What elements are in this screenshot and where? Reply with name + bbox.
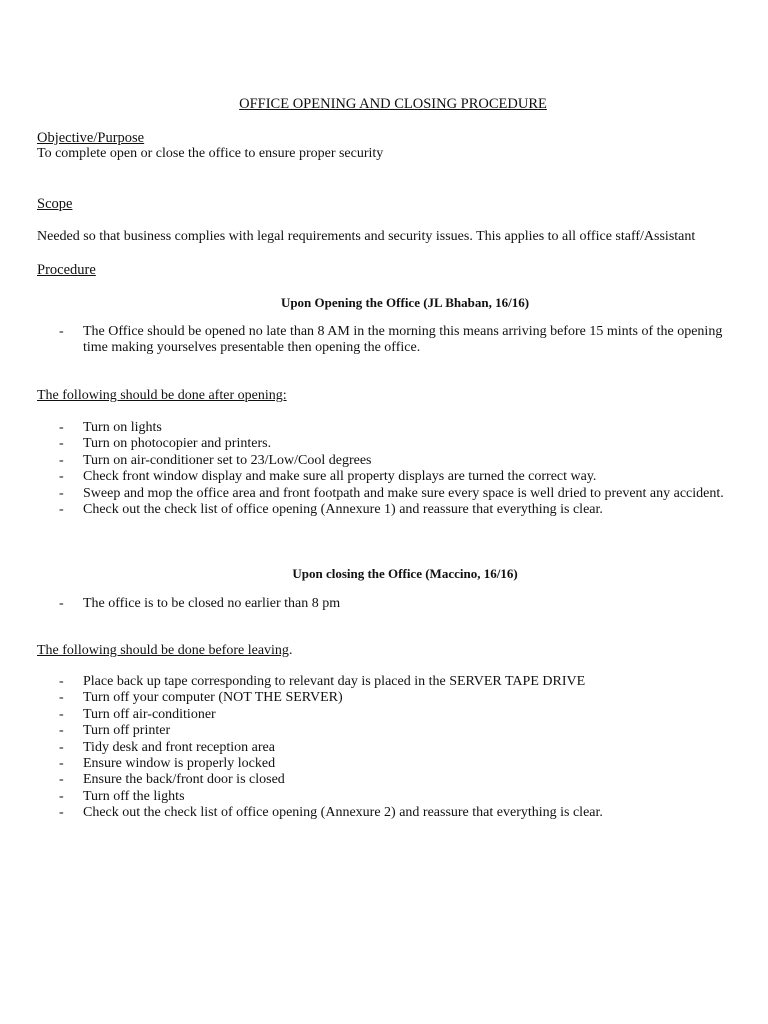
list-item-text: Turn off air-conditioner [83, 706, 216, 722]
dash-bullet: - [59, 788, 64, 804]
before-leaving-heading-suffix: . [288, 643, 293, 658]
opening-intro-list [37, 324, 747, 357]
dash-bullet: - [59, 723, 64, 739]
list-item-text: Turn off your computer (NOT THE SERVER) [83, 690, 343, 706]
objective-heading: Objective/Purpose [37, 130, 145, 146]
list-item [37, 596, 747, 612]
list-item-text: The office is to be closed no earlier than 8 pm [83, 596, 341, 611]
list-item-text: Turn off printer [83, 723, 171, 739]
list-item [37, 723, 747, 739]
dash-bullet: - [59, 674, 64, 689]
list-item-text: Check front window display and make sure all property displays are turned the correct way. [83, 469, 597, 485]
list-item-text: Ensure the back/front door is closed [83, 772, 285, 788]
opening-task-list [37, 420, 747, 518]
list-item [37, 453, 747, 469]
list-item [37, 789, 747, 805]
list-item [37, 805, 747, 821]
scope-heading: Scope [37, 196, 73, 212]
document-title: OFFICE OPENING AND CLOSING PROCEDURE [239, 96, 547, 112]
list-item [37, 674, 747, 690]
list-item-text: Turn on photocopier and printers. [83, 436, 272, 452]
objective-text: To complete open or close the office to ensure proper security [37, 146, 384, 161]
list-item [37, 756, 747, 772]
before-leaving-heading-text: The following should be done before leaving [37, 643, 289, 658]
closing-intro-list [37, 596, 747, 612]
list-item-text: Turn on lights [83, 420, 162, 435]
list-item [37, 502, 747, 518]
closing-subheading: Upon closing the Office (Maccino, 16/16) [292, 566, 518, 581]
list-item-text: Turn on air-conditioner set to 23/Low/Cool degrees [83, 452, 372, 468]
list-item [37, 324, 747, 357]
dash-bullet: - [59, 690, 64, 706]
list-item-text: Place back up tape corresponding to relevant day is placed in the SERVER TAPE DRIVE [83, 674, 586, 689]
dash-bullet: - [59, 452, 64, 468]
opening-subheading: Upon Opening the Office (JL Bhaban, 16/16) [280, 295, 530, 310]
dash-bullet: - [59, 772, 64, 788]
dash-bullet: - [59, 324, 64, 339]
list-item [37, 469, 747, 485]
procedure-heading: Procedure [37, 262, 96, 278]
list-item [37, 420, 747, 436]
list-item [37, 436, 747, 452]
dash-bullet: - [59, 420, 64, 435]
dash-bullet: - [59, 706, 64, 722]
dash-bullet: - [59, 596, 64, 611]
dash-bullet: - [59, 436, 64, 452]
dash-bullet: - [59, 502, 64, 518]
list-item [37, 740, 747, 756]
dash-bullet: - [59, 739, 64, 755]
list-item-text: Ensure window is properly locked [83, 756, 276, 772]
dash-bullet: - [59, 756, 64, 772]
dash-bullet: - [59, 805, 64, 821]
list-item-text: Check out the check list of office opening (Annexure 1) and reassure that everything is clear. [83, 502, 603, 518]
dash-bullet: - [59, 469, 64, 485]
after-opening-heading: The following should be done after opening: [37, 388, 287, 403]
closing-task-list [37, 674, 747, 822]
list-item [37, 707, 747, 723]
dash-bullet: - [59, 485, 64, 501]
list-item-text: The Office should be opened no late than 8 AM in the morning this means arriving before 15 mints of the opening time making yourselves presentable then opening the office. [83, 324, 723, 356]
list-item [37, 772, 747, 788]
list-item-text: Tidy desk and front reception area [83, 739, 275, 755]
list-item-text: Sweep and mop the office area and front footpath and make sure every space is well dried to prevent any accident. [83, 485, 724, 501]
before-leaving-heading [37, 643, 747, 659]
list-item [37, 690, 747, 706]
list-item-text: Check out the check list of office opening (Annexure 2) and reassure that everything is clear. [83, 805, 603, 821]
list-item-text: Turn off the lights [83, 788, 185, 804]
scope-text: Needed so that business complies with legal requirements and security issues. This applies to all office staff/Assistant [37, 229, 696, 244]
list-item [37, 486, 747, 502]
